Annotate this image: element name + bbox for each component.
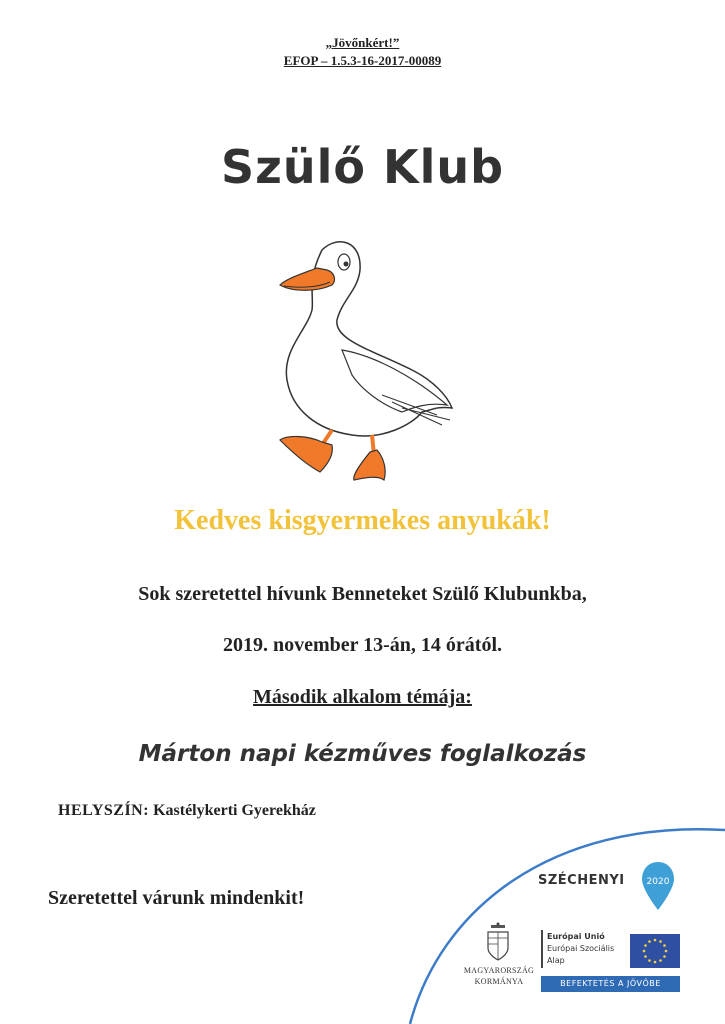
project-code: EFOP – 1.5.3-16-2017-00089 bbox=[283, 53, 442, 68]
closing-text: Szeretettel várunk mindenkit! bbox=[48, 887, 305, 909]
location-value: Kastélykerti Gyerekház bbox=[153, 802, 316, 819]
szechenyi-logo-text: SZÉCHENYI bbox=[538, 873, 625, 888]
project-title: „Jövőnkért!” bbox=[325, 35, 400, 50]
eu-line-3: Alap bbox=[547, 956, 565, 965]
eu-divider bbox=[541, 930, 543, 968]
slogan-banner: BEFEKTETÉS A JÖVŐBE bbox=[541, 976, 680, 992]
eu-line-1: Európai Unió bbox=[547, 932, 605, 941]
goose-icon bbox=[262, 230, 462, 490]
event-date: 2019. november 13-án, 14 órától. bbox=[222, 634, 503, 656]
coat-of-arms-icon bbox=[483, 922, 513, 962]
topic-label: Második alkalom témája: bbox=[253, 686, 472, 708]
eu-flag-icon bbox=[630, 934, 680, 968]
greeting-heading: Kedves kisgyermekes anyukák! bbox=[174, 505, 551, 536]
invitation-text: Sok szeretettel hívunk Benneteket Szülő Klubunkba, bbox=[138, 583, 587, 605]
location-label: HELYSZÍN: bbox=[58, 802, 150, 819]
location-line bbox=[58, 802, 316, 820]
government-line-1: MAGYARORSZÁG bbox=[463, 966, 535, 975]
szechenyi-year: 2020 bbox=[646, 877, 670, 887]
government-line-2: KORMÁNYA bbox=[474, 977, 524, 986]
topic-title: Márton napi kézműves foglalkozás bbox=[138, 741, 587, 767]
page-title: Szülő Klub bbox=[220, 140, 505, 194]
eu-line-2: Európai Szociális bbox=[547, 944, 615, 953]
